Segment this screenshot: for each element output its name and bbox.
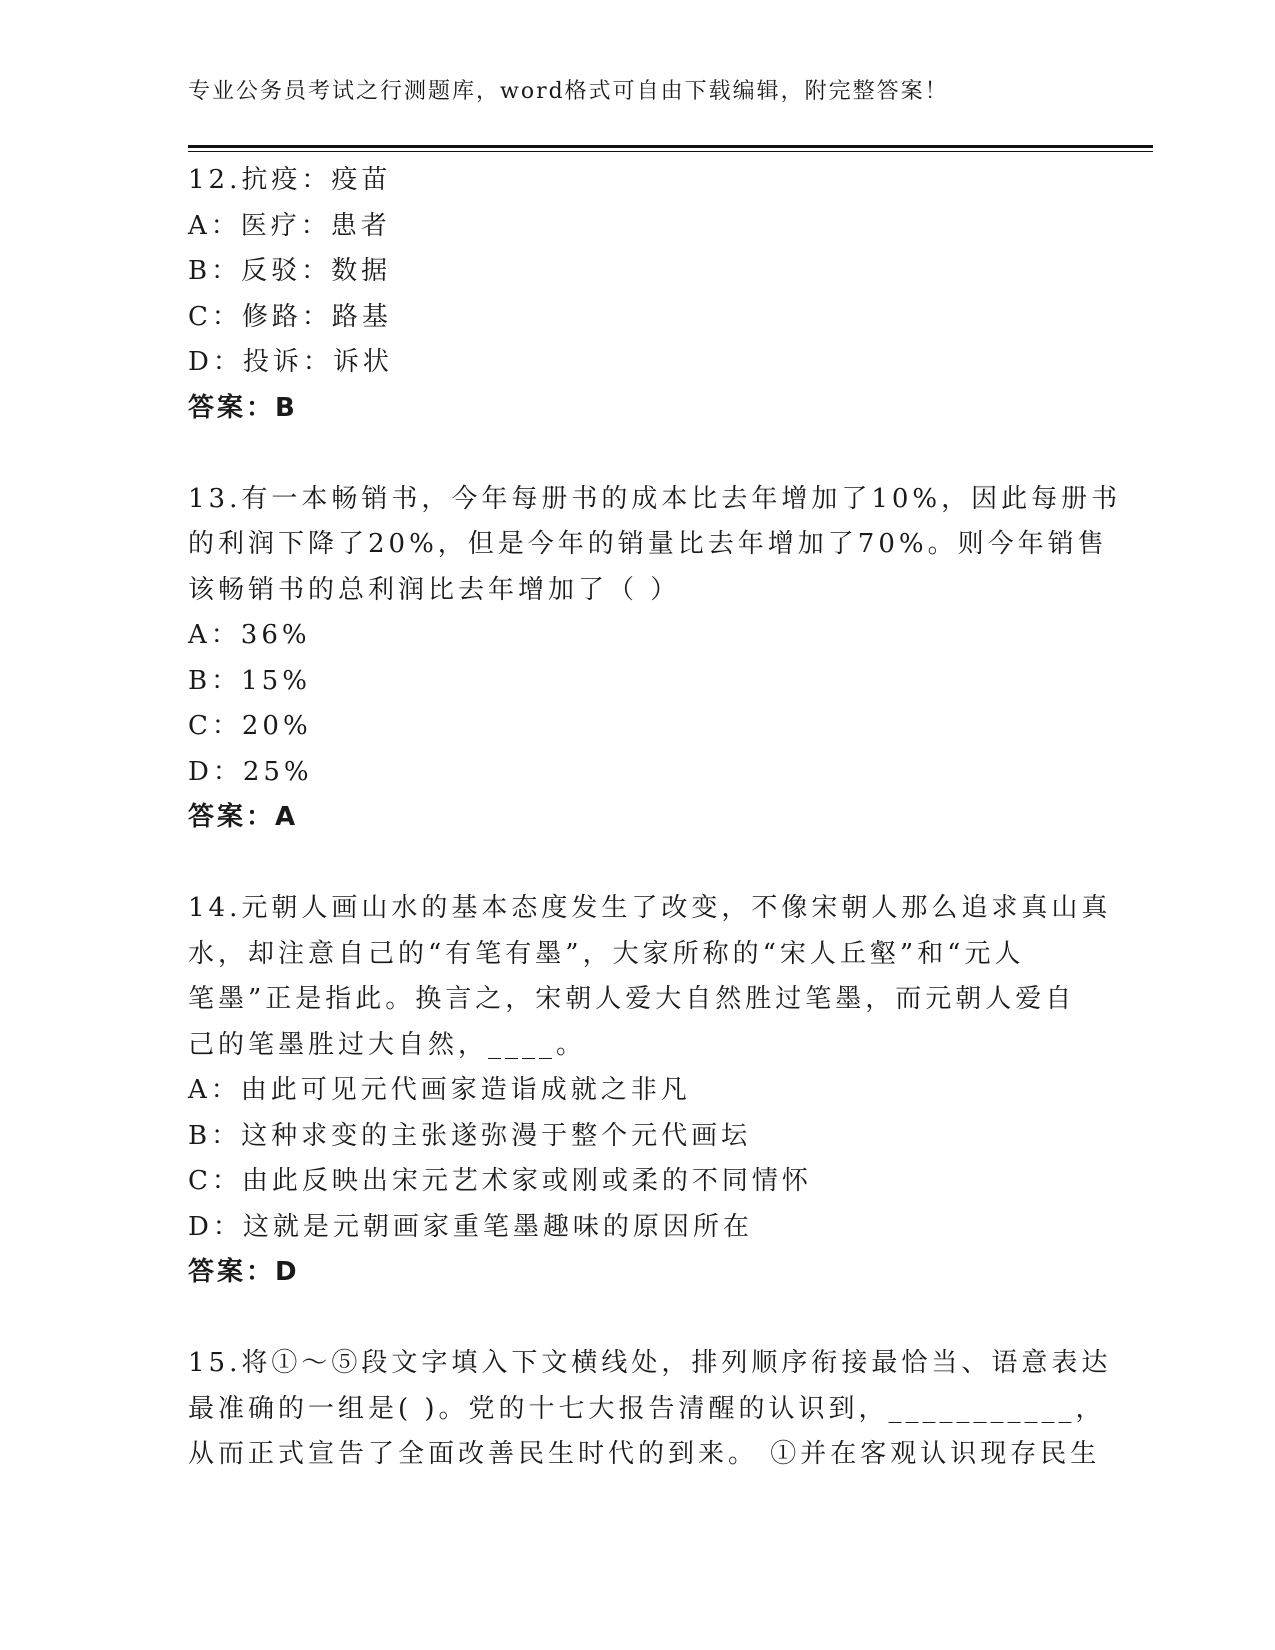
question-stem: 最准确的一组是( )。党的十七大报告清醒的认识到，___________，	[188, 1393, 1106, 1424]
header-rule-thin	[188, 151, 1153, 152]
question-stem: 水，却注意自己的“有笔有墨”，大家所称的“宋人丘壑”和“元人	[188, 938, 1025, 969]
option-d: D：投诉：诉状	[188, 347, 393, 377]
question-stem: 12.抗疫：疫苗	[188, 165, 392, 195]
option-a: A：36%	[188, 620, 311, 650]
question-12	[188, 158, 1088, 431]
question-stem: 己的笔墨胜过大自然，____。	[188, 1029, 587, 1060]
answer: 答案：B	[188, 392, 298, 423]
answer: 答案：A	[188, 802, 299, 832]
question-stem: 笔墨”正是指此。换言之，宋朝人爱大自然胜过笔墨，而元朝人爱自	[188, 984, 1076, 1014]
option-a: A：由此可见元代画家造诣成就之非凡	[188, 1075, 691, 1105]
option-d: D：这就是元朝画家重笔墨趣味的原因所在	[188, 1211, 753, 1242]
option-b: B：15%	[188, 665, 311, 696]
option-d: D：25%	[188, 756, 313, 787]
question-stem: 该畅销书的总利润比去年增加了（ ）	[188, 574, 681, 605]
question-list	[188, 158, 1122, 1478]
question-stem: 14.元朝人画山水的基本态度发生了改变，不像宋朝人那么追求真山真	[188, 893, 1112, 923]
question-stem: 15.将①～⑤段文字填入下文横线处，排列顺序衔接最恰当、语意表达	[188, 1348, 1112, 1378]
spacer	[188, 841, 1088, 887]
header-rule-thick	[188, 145, 1153, 148]
question-14	[188, 886, 1112, 1296]
option-b: B：这种求变的主张遂弥漫于整个元代画坛	[188, 1120, 752, 1151]
answer: 答案：D	[188, 1257, 300, 1287]
page-header: 专业公务员考试之行测题库，word格式可自由下载编辑，附完整答案！	[188, 79, 949, 104]
option-c: C：修路：路基	[188, 301, 392, 332]
question-stem: 的利润下降了20%，但是今年的销量比去年增加了70%。则今年销售	[188, 529, 1108, 559]
question-stem: 从而正式宣告了全面改善民生时代的到来。 ①并在客观认识现存民生	[188, 1439, 1101, 1469]
option-a: A：医疗：患者	[188, 210, 391, 241]
question-stem: 13.有一本畅销书，今年每册书的成本比去年增加了10%，因此每册书	[188, 483, 1122, 514]
spacer	[188, 431, 1088, 477]
option-b: B：反驳：数据	[188, 256, 392, 286]
option-c: C：由此反映出宋元艺术家或刚或柔的不同情怀	[188, 1166, 812, 1196]
spacer	[188, 1296, 1088, 1342]
question-15	[188, 1341, 1112, 1478]
option-c: C：20%	[188, 711, 312, 741]
question-13	[188, 477, 1122, 841]
